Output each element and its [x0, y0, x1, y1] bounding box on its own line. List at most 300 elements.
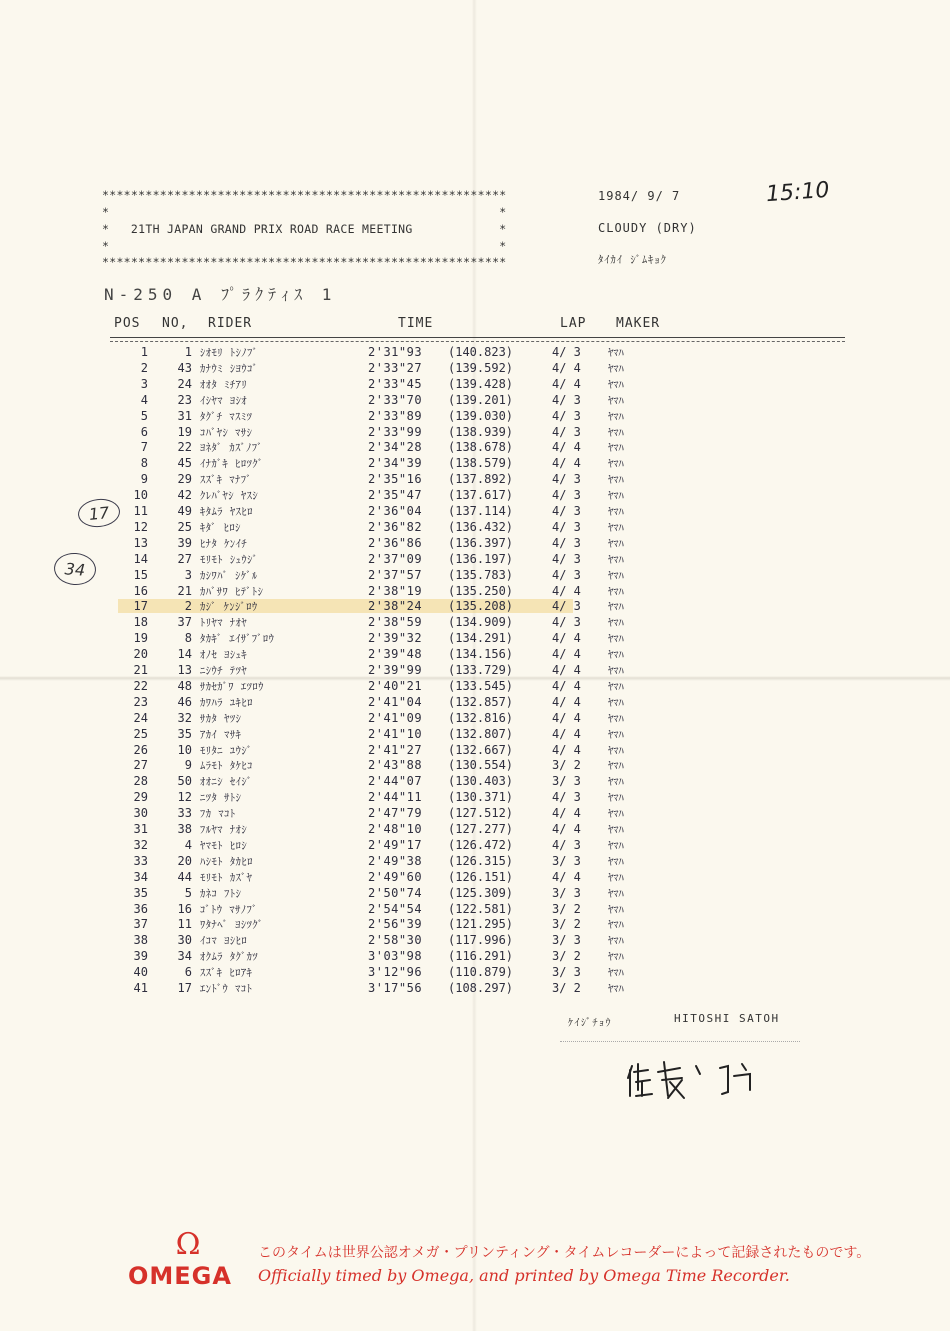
cell-time: 2'35"47	[368, 488, 423, 503]
table-row	[0, 488, 950, 504]
cell-speed: (133.729)	[448, 663, 514, 677]
cell-speed: (137.617)	[448, 488, 514, 503]
cell-time: 2'41"09	[368, 710, 423, 725]
cell-rider: ﾆﾂﾀ ｻﾄｼ	[200, 792, 242, 805]
cell-pos: 40	[133, 965, 148, 980]
cell-maker: ﾔﾏﾊ	[608, 839, 624, 852]
cell-lap: 3/ 3	[552, 853, 581, 868]
cell-pos: 4	[140, 392, 148, 407]
cell-rider: ｶﾜﾊﾗ ﾕｷﾋﾛ	[200, 696, 253, 709]
cell-time: 2'56"39	[368, 917, 423, 932]
cell-rider: ｶﾊﾞｻﾜ ﾋﾃﾞﾄｼ	[200, 585, 264, 598]
cell-speed: (135.208)	[448, 599, 514, 614]
table-row	[0, 520, 950, 536]
cell-rider: ｵﾉｾ ﾖｼｭｷ	[200, 649, 248, 662]
race-date: 1984/ 9/ 7	[598, 189, 681, 203]
cell-time: 3'03"98	[368, 949, 423, 964]
cell-time: 2'33"89	[368, 408, 423, 423]
cell-pos: 8	[140, 456, 148, 471]
cell-rider: ｴﾝﾄﾞｳ ﾏｺﾄ	[200, 983, 253, 995]
cell-rider: ﾜﾀﾅﾍﾞ ﾖｼﾂｸﾞ	[200, 919, 264, 932]
cell-no: 46	[177, 694, 192, 709]
cell-lap: 4/ 3	[552, 519, 581, 534]
cell-time: 2'31"93	[368, 345, 423, 359]
cell-lap: 4/ 4	[552, 456, 581, 471]
cell-maker: ﾔﾏﾊ	[608, 537, 624, 550]
cell-maker: ﾔﾏﾊ	[608, 712, 624, 725]
cell-maker: ﾔﾏﾊ	[608, 760, 624, 773]
cell-no: 20	[177, 853, 192, 868]
cell-time: 2'50"74	[368, 885, 423, 900]
cell-rider: ｺﾞﾄｳ ﾏｻﾉﾌﾞ	[200, 903, 258, 916]
cell-maker: ﾔﾏﾊ	[608, 490, 624, 503]
table-row	[0, 743, 950, 759]
cell-speed: (134.291)	[448, 631, 514, 646]
cell-pos: 39	[133, 949, 148, 964]
cell-pos: 26	[133, 742, 148, 757]
cell-time: 2'39"32	[368, 631, 423, 646]
cell-pos: 20	[133, 647, 148, 662]
cell-pos: 37	[133, 917, 148, 932]
cell-rider: ｶｼﾜﾊﾞ ｼｹﾞﾙ	[200, 569, 258, 582]
table-row	[0, 695, 950, 711]
banner-bottom: ********************************************************	[102, 255, 507, 269]
cell-maker: ﾔﾏﾊ	[608, 951, 624, 964]
cell-lap: 4/ 4	[552, 822, 581, 836]
cell-no: 29	[177, 472, 192, 487]
cell-time: 2'49"17	[368, 837, 423, 852]
cell-speed: (139.428)	[448, 376, 514, 391]
cell-time: 2'54"54	[368, 901, 423, 916]
col-header-no: NO,	[162, 316, 189, 331]
cell-no: 16	[177, 901, 192, 916]
cell-speed: (138.678)	[448, 440, 514, 455]
cell-speed: (138.579)	[448, 456, 514, 471]
cell-speed: (136.197)	[448, 551, 514, 566]
cell-rider: ｶﾈｺ ﾌﾄｼ	[200, 887, 242, 900]
cell-rider: ﾋﾅﾀ ｹﾝｲﾁ	[200, 537, 248, 550]
table-row	[0, 822, 950, 838]
cell-no: 30	[177, 933, 192, 948]
cell-time: 2'38"24	[368, 599, 423, 614]
table-row	[0, 758, 950, 774]
cell-no: 22	[177, 440, 192, 455]
cell-pos: 18	[133, 615, 148, 630]
cell-speed: (138.939)	[448, 424, 514, 439]
cell-no: 32	[177, 710, 192, 725]
cell-rider: ｲﾅｶﾞｷ ﾋﾛﾂｸﾞ	[200, 458, 264, 471]
cell-speed: (126.472)	[448, 837, 514, 852]
table-row	[0, 456, 950, 472]
circled-annotation: 17	[77, 497, 122, 529]
cell-time: 2'49"38	[368, 853, 423, 868]
cell-lap: 3/ 2	[552, 758, 581, 773]
cell-maker: ﾔﾏﾊ	[608, 776, 624, 789]
cell-no: 25	[177, 519, 192, 534]
table-row	[0, 393, 950, 409]
col-header-pos: POS	[114, 316, 141, 331]
table-row	[0, 790, 950, 806]
cell-lap: 4/ 3	[552, 504, 581, 518]
cell-lap: 4/ 3	[552, 424, 581, 439]
cell-maker: ﾔﾏﾊ	[608, 967, 624, 980]
cell-lap: 4/ 3	[552, 488, 581, 503]
cell-speed: (137.114)	[448, 504, 514, 518]
cell-time: 2'37"09	[368, 551, 423, 566]
cell-rider: ﾓﾘﾓﾄ ｼｭｳｼﾞ	[200, 553, 259, 566]
cell-maker: ﾔﾏﾊ	[608, 887, 624, 900]
table-row	[0, 568, 950, 584]
cell-no: 42	[177, 488, 192, 503]
table-row	[0, 552, 950, 568]
cell-time: 2'33"99	[368, 424, 423, 439]
table-row	[0, 902, 950, 918]
meeting-title: * 21TH JAPAN GRAND PRIX ROAD RACE MEETING *	[102, 222, 507, 236]
cell-maker: ﾔﾏﾊ	[608, 378, 624, 391]
cell-pos: 36	[133, 901, 148, 916]
cell-rider: ｷﾀﾑﾗ ﾔｽﾋﾛ	[200, 506, 253, 518]
cell-no: 17	[177, 981, 192, 995]
cell-speed: (132.857)	[448, 694, 514, 709]
cell-rider: ｻｶｾｶﾞﾜ ｴﾂﾛｳ	[200, 680, 264, 693]
weather: CLOUDY (DRY)	[598, 221, 697, 235]
cell-pos: 23	[133, 694, 148, 709]
cell-no: 38	[177, 822, 192, 836]
cell-rider: ﾖﾈﾀﾞ ｶｽﾞﾉﾌﾞ	[200, 442, 263, 455]
banner-top: ********************************************************	[102, 188, 507, 202]
table-row	[0, 615, 950, 631]
cell-rider: ｻｶﾀ ﾔﾂｼ	[200, 712, 242, 725]
cell-speed: (139.201)	[448, 392, 514, 407]
cell-time: 2'34"28	[368, 440, 423, 455]
cell-lap: 4/ 4	[552, 360, 581, 375]
cell-time: 2'49"60	[368, 869, 423, 884]
cell-maker: ﾔﾏﾊ	[608, 362, 624, 375]
cell-pos: 2	[140, 360, 148, 375]
cell-time: 2'48"10	[368, 822, 423, 836]
cell-speed: (132.807)	[448, 726, 514, 741]
cell-speed: (130.554)	[448, 758, 514, 773]
cell-time: 2'47"79	[368, 806, 423, 821]
cell-speed: (127.512)	[448, 806, 514, 821]
cell-speed: (136.432)	[448, 519, 514, 534]
cell-speed: (135.250)	[448, 583, 514, 598]
cell-lap: 4/ 4	[552, 583, 581, 598]
cell-time: 2'44"11	[368, 790, 423, 805]
table-row	[0, 711, 950, 727]
cell-rider: ｵｵﾆｼ ｾｲｼﾞ	[200, 776, 253, 789]
cell-no: 44	[177, 869, 192, 884]
cell-lap: 4/ 3	[552, 392, 581, 407]
cell-lap: 4/ 4	[552, 869, 581, 884]
table-row	[0, 774, 950, 790]
cell-rider: ｱｶｲ ﾏｻｷ	[200, 728, 242, 741]
table-row	[0, 377, 950, 393]
cell-no: 43	[177, 360, 192, 375]
cell-maker: ﾔﾏﾊ	[608, 458, 624, 471]
cell-time: 2'36"04	[368, 504, 423, 518]
cell-maker: ﾔﾏﾊ	[608, 792, 624, 805]
cell-lap: 3/ 2	[552, 981, 581, 995]
col-header-lap: LAP	[560, 316, 587, 331]
cell-no: 4	[184, 837, 192, 852]
cell-maker: ﾔﾏﾊ	[608, 474, 624, 487]
cell-no: 35	[177, 726, 192, 741]
signature-line	[560, 1041, 800, 1042]
cell-maker: ﾔﾏﾊ	[608, 824, 624, 836]
cell-rider: ｺﾊﾞﾔｼ ﾏｻｼ	[200, 426, 253, 439]
cell-maker: ﾔﾏﾊ	[608, 347, 624, 359]
cell-maker: ﾔﾏﾊ	[608, 553, 624, 566]
venue: ﾀｲｶｲ ｼﾞﾑｷｮｸ	[598, 254, 667, 266]
omega-logo	[128, 1227, 248, 1292]
cell-lap: 4/ 4	[552, 726, 581, 741]
cell-maker: ﾔﾏﾊ	[608, 919, 624, 932]
cell-pos: 33	[133, 853, 148, 868]
cell-speed: (134.156)	[448, 647, 514, 662]
table-row	[0, 838, 950, 854]
cell-no: 19	[177, 424, 192, 439]
cell-maker: ﾔﾏﾊ	[608, 935, 624, 948]
cell-pos: 19	[133, 631, 148, 646]
table-row	[0, 965, 950, 981]
cell-lap: 3/ 3	[552, 965, 581, 980]
cell-pos: 5	[140, 408, 148, 423]
cell-lap: 4/ 3	[552, 615, 581, 630]
cell-rider: ｶﾅｳﾐ ｼﾖｳｺﾞ	[200, 362, 259, 375]
table-row	[0, 917, 950, 933]
cell-pos: 34	[133, 869, 148, 884]
cell-rider: ｲｺﾏ ﾖｼﾋﾛ	[200, 935, 248, 948]
cell-lap: 4/ 4	[552, 742, 581, 757]
cell-time: 2'38"59	[368, 615, 423, 630]
cell-rider: ﾌｶ ﾏｺﾄ	[200, 808, 236, 821]
cell-lap: 4/ 3	[552, 408, 581, 423]
cell-time: 3'12"96	[368, 965, 423, 980]
table-row	[0, 409, 950, 425]
cell-speed: (137.892)	[448, 472, 514, 487]
cell-rider: ﾌﾙﾔﾏ ﾅｵｼ	[200, 824, 248, 836]
cell-speed: (139.030)	[448, 408, 514, 423]
cell-lap: 3/ 3	[552, 933, 581, 948]
cell-pos: 41	[133, 981, 148, 995]
cell-no: 49	[177, 504, 192, 518]
cell-no: 10	[177, 742, 192, 757]
cell-pos: 13	[133, 535, 148, 550]
cell-time: 2'41"04	[368, 694, 423, 709]
cell-rider: ﾊｼﾓﾄ ﾀｶﾋﾛ	[200, 855, 253, 868]
cell-speed: (126.151)	[448, 869, 514, 884]
cell-maker: ﾔﾏﾊ	[608, 680, 624, 693]
cell-rider: ｸﾚﾊﾞﾔｼ ﾔｽｼ	[200, 490, 259, 503]
table-row	[0, 647, 950, 663]
table-row	[0, 536, 950, 552]
table-row	[0, 806, 950, 822]
cell-lap: 4/ 4	[552, 663, 581, 677]
cell-no: 12	[177, 790, 192, 805]
cell-time: 2'58"30	[368, 933, 423, 948]
cell-maker: ﾔﾏﾊ	[608, 521, 624, 534]
cell-no: 13	[177, 663, 192, 677]
cell-maker: ﾔﾏﾊ	[608, 728, 624, 741]
cell-no: 1	[184, 345, 192, 359]
cell-rider: ﾑﾗﾓﾄ ﾀｹﾋｺ	[200, 760, 253, 773]
cell-speed: (117.996)	[448, 933, 514, 948]
cell-pos: 24	[133, 710, 148, 725]
cell-pos: 38	[133, 933, 148, 948]
cell-time: 2'35"16	[368, 472, 423, 487]
cell-lap: 3/ 3	[552, 774, 581, 789]
cell-no: 9	[184, 758, 192, 773]
cell-speed: (133.545)	[448, 678, 514, 693]
cell-pos: 16	[133, 583, 148, 598]
cell-pos: 31	[133, 822, 148, 836]
table-row	[0, 361, 950, 377]
omega-symbol: Ω	[175, 1227, 201, 1262]
cell-no: 34	[177, 949, 192, 964]
cell-lap: 3/ 3	[552, 885, 581, 900]
cell-speed: (126.315)	[448, 853, 514, 868]
cell-speed: (136.397)	[448, 535, 514, 550]
table-row	[0, 854, 950, 870]
cell-time: 2'37"57	[368, 567, 423, 582]
cell-rider: ｶｼﾞ ｹﾝｼﾞﾛｳ	[200, 601, 258, 614]
cell-lap: 3/ 2	[552, 949, 581, 964]
cell-time: 3'17"56	[368, 981, 423, 995]
cell-maker: ﾔﾏﾊ	[608, 855, 624, 868]
cell-no: 8	[184, 631, 192, 646]
cell-rider: ｷﾀﾞ ﾋﾛｼ	[200, 521, 241, 534]
cell-speed: (140.823)	[448, 345, 514, 359]
table-row	[0, 679, 950, 695]
cell-time: 2'36"82	[368, 519, 423, 534]
cell-pos: 15	[133, 567, 148, 582]
session-title: N-250 A ﾌﾟﾗｸﾃｨｽ 1	[104, 285, 337, 304]
cell-rider: ｲｼﾔﾏ ﾖｼｵ	[200, 394, 248, 407]
col-header-time: TIME	[398, 316, 434, 331]
table-row	[0, 472, 950, 488]
cell-speed: (116.291)	[448, 949, 514, 964]
cell-time: 2'44"07	[368, 774, 423, 789]
cell-no: 45	[177, 456, 192, 471]
cell-no: 24	[177, 376, 192, 391]
cell-speed: (121.295)	[448, 917, 514, 932]
footer-jp-text: このタイムは世界公認オメガ・プリンティング・タイムレコーダーによって記録されたものです。	[258, 1245, 871, 1261]
cell-pos: 1	[140, 345, 148, 359]
cell-lap: 4/ 4	[552, 631, 581, 646]
cell-time: 2'39"48	[368, 647, 423, 662]
cell-maker: ﾔﾏﾊ	[608, 601, 624, 614]
cell-pos: 7	[140, 440, 148, 455]
cell-no: 2	[184, 599, 192, 614]
cell-lap: 4/ 4	[552, 440, 581, 455]
cell-rider: ﾄﾘﾔﾏ ﾅｵﾔ	[200, 617, 248, 630]
cell-time: 2'33"27	[368, 360, 423, 375]
cell-maker: ﾔﾏﾊ	[608, 808, 624, 821]
cell-rider: ｼｵﾓﾘ ﾄｼﾉﾌﾞ	[200, 347, 259, 359]
cell-pos: 28	[133, 774, 148, 789]
cell-rider: ｵｵﾀ ﾐﾁｱﾘ	[200, 378, 248, 391]
cell-time: 2'33"45	[368, 376, 423, 391]
cell-time: 2'40"21	[368, 678, 423, 693]
cell-maker: ﾔﾏﾊ	[608, 633, 624, 646]
table-row	[0, 870, 950, 886]
footer-en-text: Officially timed by Omega, and printed by Omega Time Recorder.	[258, 1266, 790, 1285]
cell-no: 50	[177, 774, 192, 789]
cell-pos: 6	[140, 424, 148, 439]
cell-time: 2'38"19	[368, 583, 423, 598]
cell-speed: (130.371)	[448, 790, 514, 805]
cell-pos: 22	[133, 678, 148, 693]
cell-lap: 4/ 4	[552, 710, 581, 725]
cell-rider: ﾀｶｷﾞ ｴｲｻﾞﾌﾞﾛｳ	[200, 633, 275, 646]
cell-speed: (127.277)	[448, 822, 514, 836]
cell-no: 37	[177, 615, 192, 630]
cell-pos: 27	[133, 758, 148, 773]
cell-time: 2'39"99	[368, 663, 423, 677]
table-row	[0, 345, 950, 361]
cell-pos: 10	[133, 488, 148, 503]
cell-speed: (134.909)	[448, 615, 514, 630]
table-row	[0, 949, 950, 965]
header-rule	[110, 337, 845, 338]
cell-pos: 9	[140, 472, 148, 487]
cell-pos: 11	[133, 504, 148, 518]
table-row	[0, 425, 950, 441]
cell-time: 2'33"70	[368, 392, 423, 407]
table-row	[0, 727, 950, 743]
handwritten-signature	[624, 1056, 774, 1102]
cell-lap: 4/ 4	[552, 694, 581, 709]
cell-maker: ﾔﾏﾊ	[608, 903, 624, 916]
cell-time: 2'36"86	[368, 535, 423, 550]
cell-rider: ﾆｼｳﾁ ﾃﾂﾔ	[200, 665, 248, 677]
cell-maker: ﾔﾏﾊ	[608, 585, 624, 598]
cell-rider: ｽｽﾞｷ ﾏﾅﾌﾞ	[200, 474, 252, 487]
cell-speed: (125.309)	[448, 885, 514, 900]
cell-speed: (130.403)	[448, 774, 514, 789]
cell-pos: 17	[133, 599, 148, 614]
cell-maker: ﾔﾏﾊ	[608, 410, 624, 423]
cell-rider: ｽｽﾞｷ ﾋﾛｱｷ	[200, 967, 253, 980]
cell-maker: ﾔﾏﾊ	[608, 696, 624, 709]
cell-rider: ﾓﾘﾀﾆ ﾕｳｼﾞ	[200, 744, 253, 757]
cell-speed: (132.816)	[448, 710, 514, 725]
cell-time: 2'41"10	[368, 726, 423, 741]
cell-maker: ﾔﾏﾊ	[608, 617, 624, 630]
cell-lap: 4/ 3	[552, 345, 581, 359]
cell-no: 33	[177, 806, 192, 821]
cell-rider: ｵｸﾑﾗ ﾀｸﾞｶﾂ	[200, 951, 259, 964]
cell-lap: 4/ 3	[552, 551, 581, 566]
table-row	[0, 663, 950, 679]
cell-maker: ﾔﾏﾊ	[608, 426, 624, 439]
cell-pos: 35	[133, 885, 148, 900]
cell-lap: 4/ 3	[552, 599, 581, 614]
cell-speed: (132.667)	[448, 742, 514, 757]
table-row	[0, 599, 950, 615]
cell-time: 2'43"88	[368, 758, 423, 773]
cell-time: 2'41"27	[368, 742, 423, 757]
cell-no: 5	[184, 885, 192, 900]
cell-no: 14	[177, 647, 192, 662]
cell-lap: 4/ 3	[552, 567, 581, 582]
cell-lap: 4/ 4	[552, 806, 581, 821]
table-row	[0, 933, 950, 949]
col-header-maker: MAKER	[616, 316, 661, 331]
header-rule-dashed	[110, 341, 845, 342]
cell-lap: 4/ 4	[552, 647, 581, 662]
